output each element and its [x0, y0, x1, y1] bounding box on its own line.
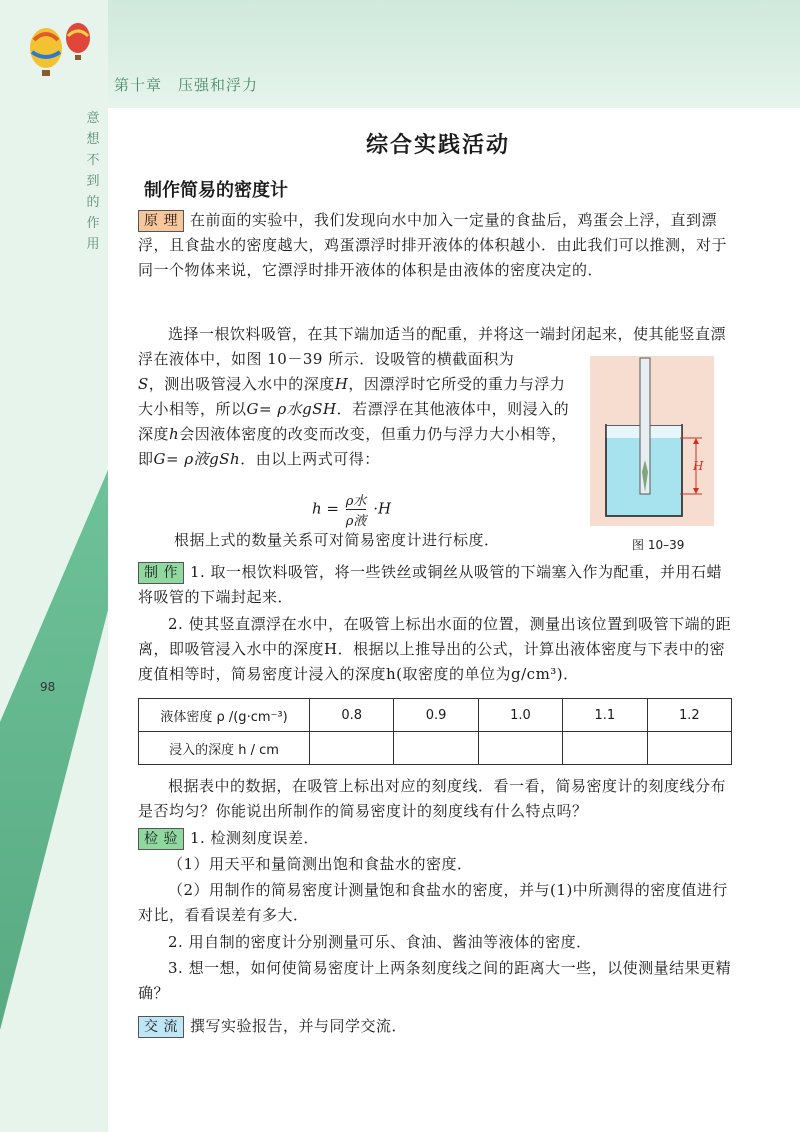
- calibrate-paragraph: 根据上式的数量关系可对简易密度计进行标度．: [174, 531, 500, 549]
- exchange-tag: 交 流: [138, 1016, 184, 1038]
- make-tag: 制 作: [138, 562, 184, 584]
- test-step-2: 2. 用自制的密度计分别测量可乐、食油、酱油等液体的密度．: [168, 933, 592, 951]
- var-h: h: [169, 425, 180, 443]
- exchange-text: 撰写实验报告，并与同学交流．: [189, 1017, 407, 1035]
- exchange-paragraph: [138, 1014, 734, 1039]
- var-H: H: [334, 375, 349, 393]
- table-cell: 1.2: [647, 699, 731, 732]
- density-formula: [312, 490, 391, 529]
- table-row: [139, 699, 732, 732]
- principle-tag: 原 理: [138, 210, 184, 232]
- figure-caption: 图 10–39: [632, 538, 685, 552]
- table-cell-empty: [647, 732, 731, 765]
- select-text-3: ，因漂浮时它所受的重力与浮力大小相等，所以: [138, 375, 566, 418]
- formula-inline-1: G= ρ水gSH: [246, 400, 337, 418]
- table-cell: 0.8: [310, 699, 394, 732]
- table-paragraph: 根据表中的数据，在吸管上标出对应的刻度线．看一看，简易密度计的刻度线分布是否均匀？你能说出所制作的简易密度计的刻度线有什么特点吗？: [138, 777, 727, 820]
- height-label: H: [693, 459, 704, 473]
- select-paragraph-body: [138, 372, 578, 472]
- formula-denominator: ρ液: [345, 514, 367, 529]
- make-paragraph-1: [138, 560, 734, 610]
- make-paragraph-2: 2. 使其竖直漂浮在水中，在吸管上标出水面的位置，测量出该位置到吸管下端的距离，即吸管浸入水中的深度H．根据以上推导出的公式，计算出液体密度与下表中的密度值相等时，简易密度计浸入的深度h(取密度的单位为g/cm³)．: [138, 615, 732, 683]
- test-step-1: 1. 检测刻度误差．: [189, 829, 320, 847]
- section-title: 综合实践活动: [366, 133, 511, 158]
- density-table: [138, 698, 732, 765]
- table-cell: 0.9: [394, 699, 478, 732]
- var-S: S: [138, 375, 149, 393]
- principle-text: 在前面的实验中，我们发现向水中加入一定量的食盐后，鸡蛋会上浮，直到漂浮，且食盐水的密度越大，鸡蛋漂浮时排开液体的体积越小．由此我们可以推测，对于同一个物体来说，它漂浮时排开液体的体积是由液体的密度决定的．: [138, 211, 728, 279]
- test-step-3: 3. 想一想，如何使简易密度计上两条刻度线之间的距离大一些，以使测量结果更精确？: [138, 959, 732, 1002]
- test-step-1b: （2）用制作的简易密度计测量饱和食盐水的密度，并与(1)中所测得的密度值进行对比，看看误差有多大．: [138, 881, 728, 924]
- chapter-title: 第十章 压强和浮力: [114, 76, 259, 94]
- select-text-1: 选择一根饮料吸管，在其下端加适当的配重，并将这一端封闭起来，使其能竖直漂浮在液体中，如图 10－39 所示．设吸管的横截面积为: [138, 325, 727, 368]
- table-cell-empty: [394, 732, 478, 765]
- table-header-density: 液体密度 ρ /(g·cm⁻³): [139, 699, 310, 732]
- beaker-diagram: [590, 356, 714, 526]
- test-step-1a: （1）用天平和量筒测出饱和食盐水的密度．: [168, 855, 473, 873]
- select-text-2: ，测出吸管浸入水中的深度: [148, 375, 335, 393]
- table-cell-empty: [310, 732, 394, 765]
- table-cell: 1.1: [563, 699, 647, 732]
- principle-paragraph: [138, 208, 734, 283]
- make-step-1: 1. 取一根饮料吸管，将一些铁丝或铜丝从吸管的下端塞入作为配重，并用石蜡将吸管的下端封起来．: [138, 563, 723, 606]
- select-text-5: 会因液体密度的改变而改变，但重力仍与浮力大小相等，即: [138, 425, 567, 468]
- balloons-icon: [20, 18, 100, 88]
- page-number: 98: [40, 680, 56, 694]
- select-text-6: ．由以上两式可得：: [240, 450, 380, 468]
- table-row: [139, 732, 732, 765]
- formula-inline-2: G= ρ液gSh: [153, 450, 241, 468]
- table-header-depth: 浸入的深度 h / cm: [139, 732, 310, 765]
- select-text-4: ．若漂浮在其他液体中，则浸入的深度: [138, 400, 570, 443]
- formula-numerator: ρ水: [346, 490, 367, 510]
- margin-note: 意想不到的作用: [86, 111, 100, 252]
- table-cell-empty: [478, 732, 562, 765]
- formula-rhs: ·H: [373, 499, 392, 518]
- test-paragraph-1: [138, 826, 734, 851]
- table-cell-empty: [563, 732, 647, 765]
- figure-10-39: [590, 356, 714, 526]
- section-subtitle: 制作简易的密度计: [144, 180, 288, 201]
- table-cell: 1.0: [478, 699, 562, 732]
- formula-lhs: h =: [312, 499, 339, 518]
- select-paragraph: [138, 346, 578, 371]
- test-tag: 检 验: [138, 828, 184, 850]
